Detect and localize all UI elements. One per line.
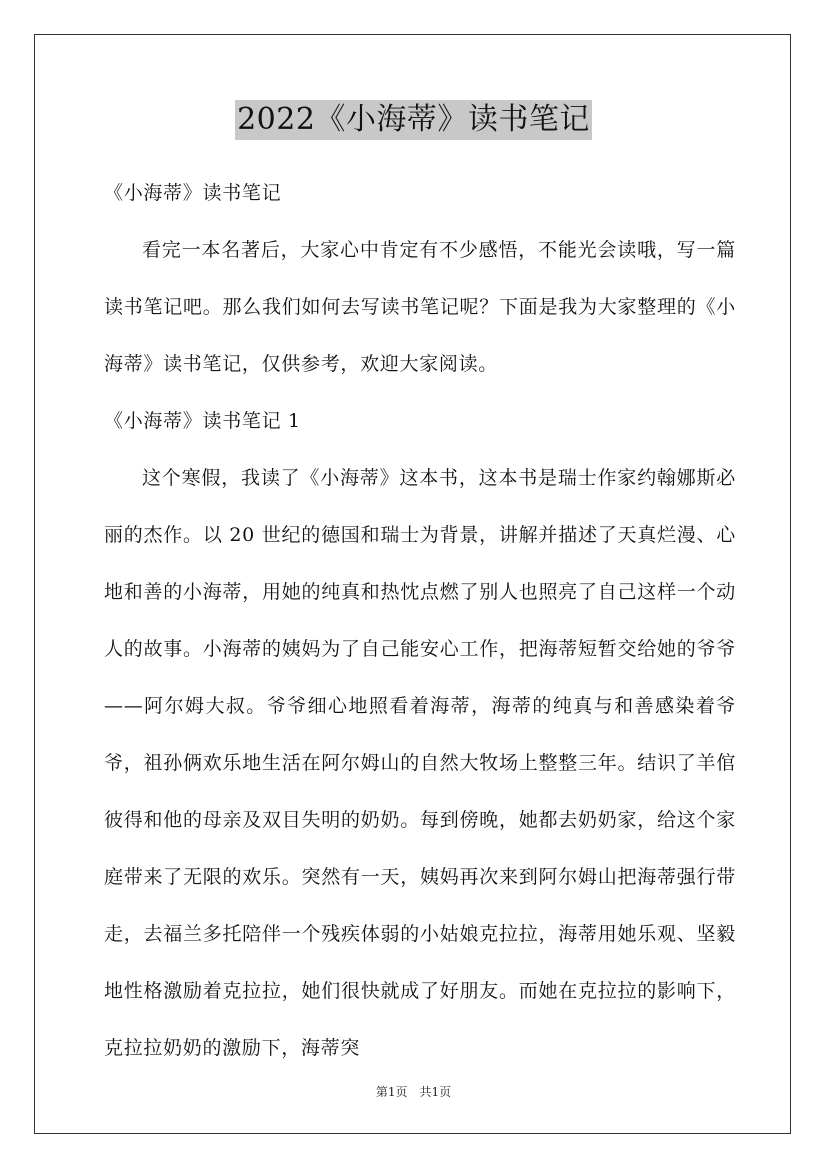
section-heading-1: 《小海蒂》读书笔记 1 (104, 410, 301, 432)
document-title: 2022《小海蒂》读书笔记 (235, 100, 592, 140)
section-heading: 《小海蒂》读书笔记 (104, 182, 282, 204)
page-footer: 第1页 共1页 (375, 1085, 452, 1099)
body-paragraph: 这个寒假，我读了《小海蒂》这本书，这本书是瑞士作家约翰娜斯必丽的杰作。以 20 世纪的德国和瑞士为背景，讲解并描述了天真烂漫、心地和善的小海蒂，用她的纯真和热忱点燃了别人也照亮了自己这样一个动人的故事。小海蒂的姨妈为了自己能安心工作，把海蒂短暂交给她的爷爷——阿尔姆大叔。爷爷细心地照看着海蒂，海蒂的纯真与和善感染着爷爷，祖孙俩欢乐地生活在阿尔姆山的自然大牧场上整整三年。结识了羊倌彼得和他的母亲及双目失明的奶奶。每到傍晚，她都去奶奶家，给这个家庭带来了无限的欢乐。突然有一天，姨妈再次来到阿尔姆山把海蒂强行带走，去福兰多托陪伴一个残疾体弱的小姑娘克拉拉，海蒂用她乐观、坚毅地性格激励着克拉拉，她们很快就成了好朋友。而她在克拉拉的影响下，克拉拉奶奶的激励下，海蒂突 (104, 467, 736, 1059)
title-container (0, 100, 827, 140)
document-body (104, 165, 736, 1077)
intro-paragraph: 看完一本名著后，大家心中肯定有不少感悟，不能光会读哦，写一篇读书笔记吧。那么我们如何去写读书笔记呢？下面是我为大家整理的《小海蒂》读书笔记，仅供参考，欢迎大家阅读。 (104, 239, 736, 375)
